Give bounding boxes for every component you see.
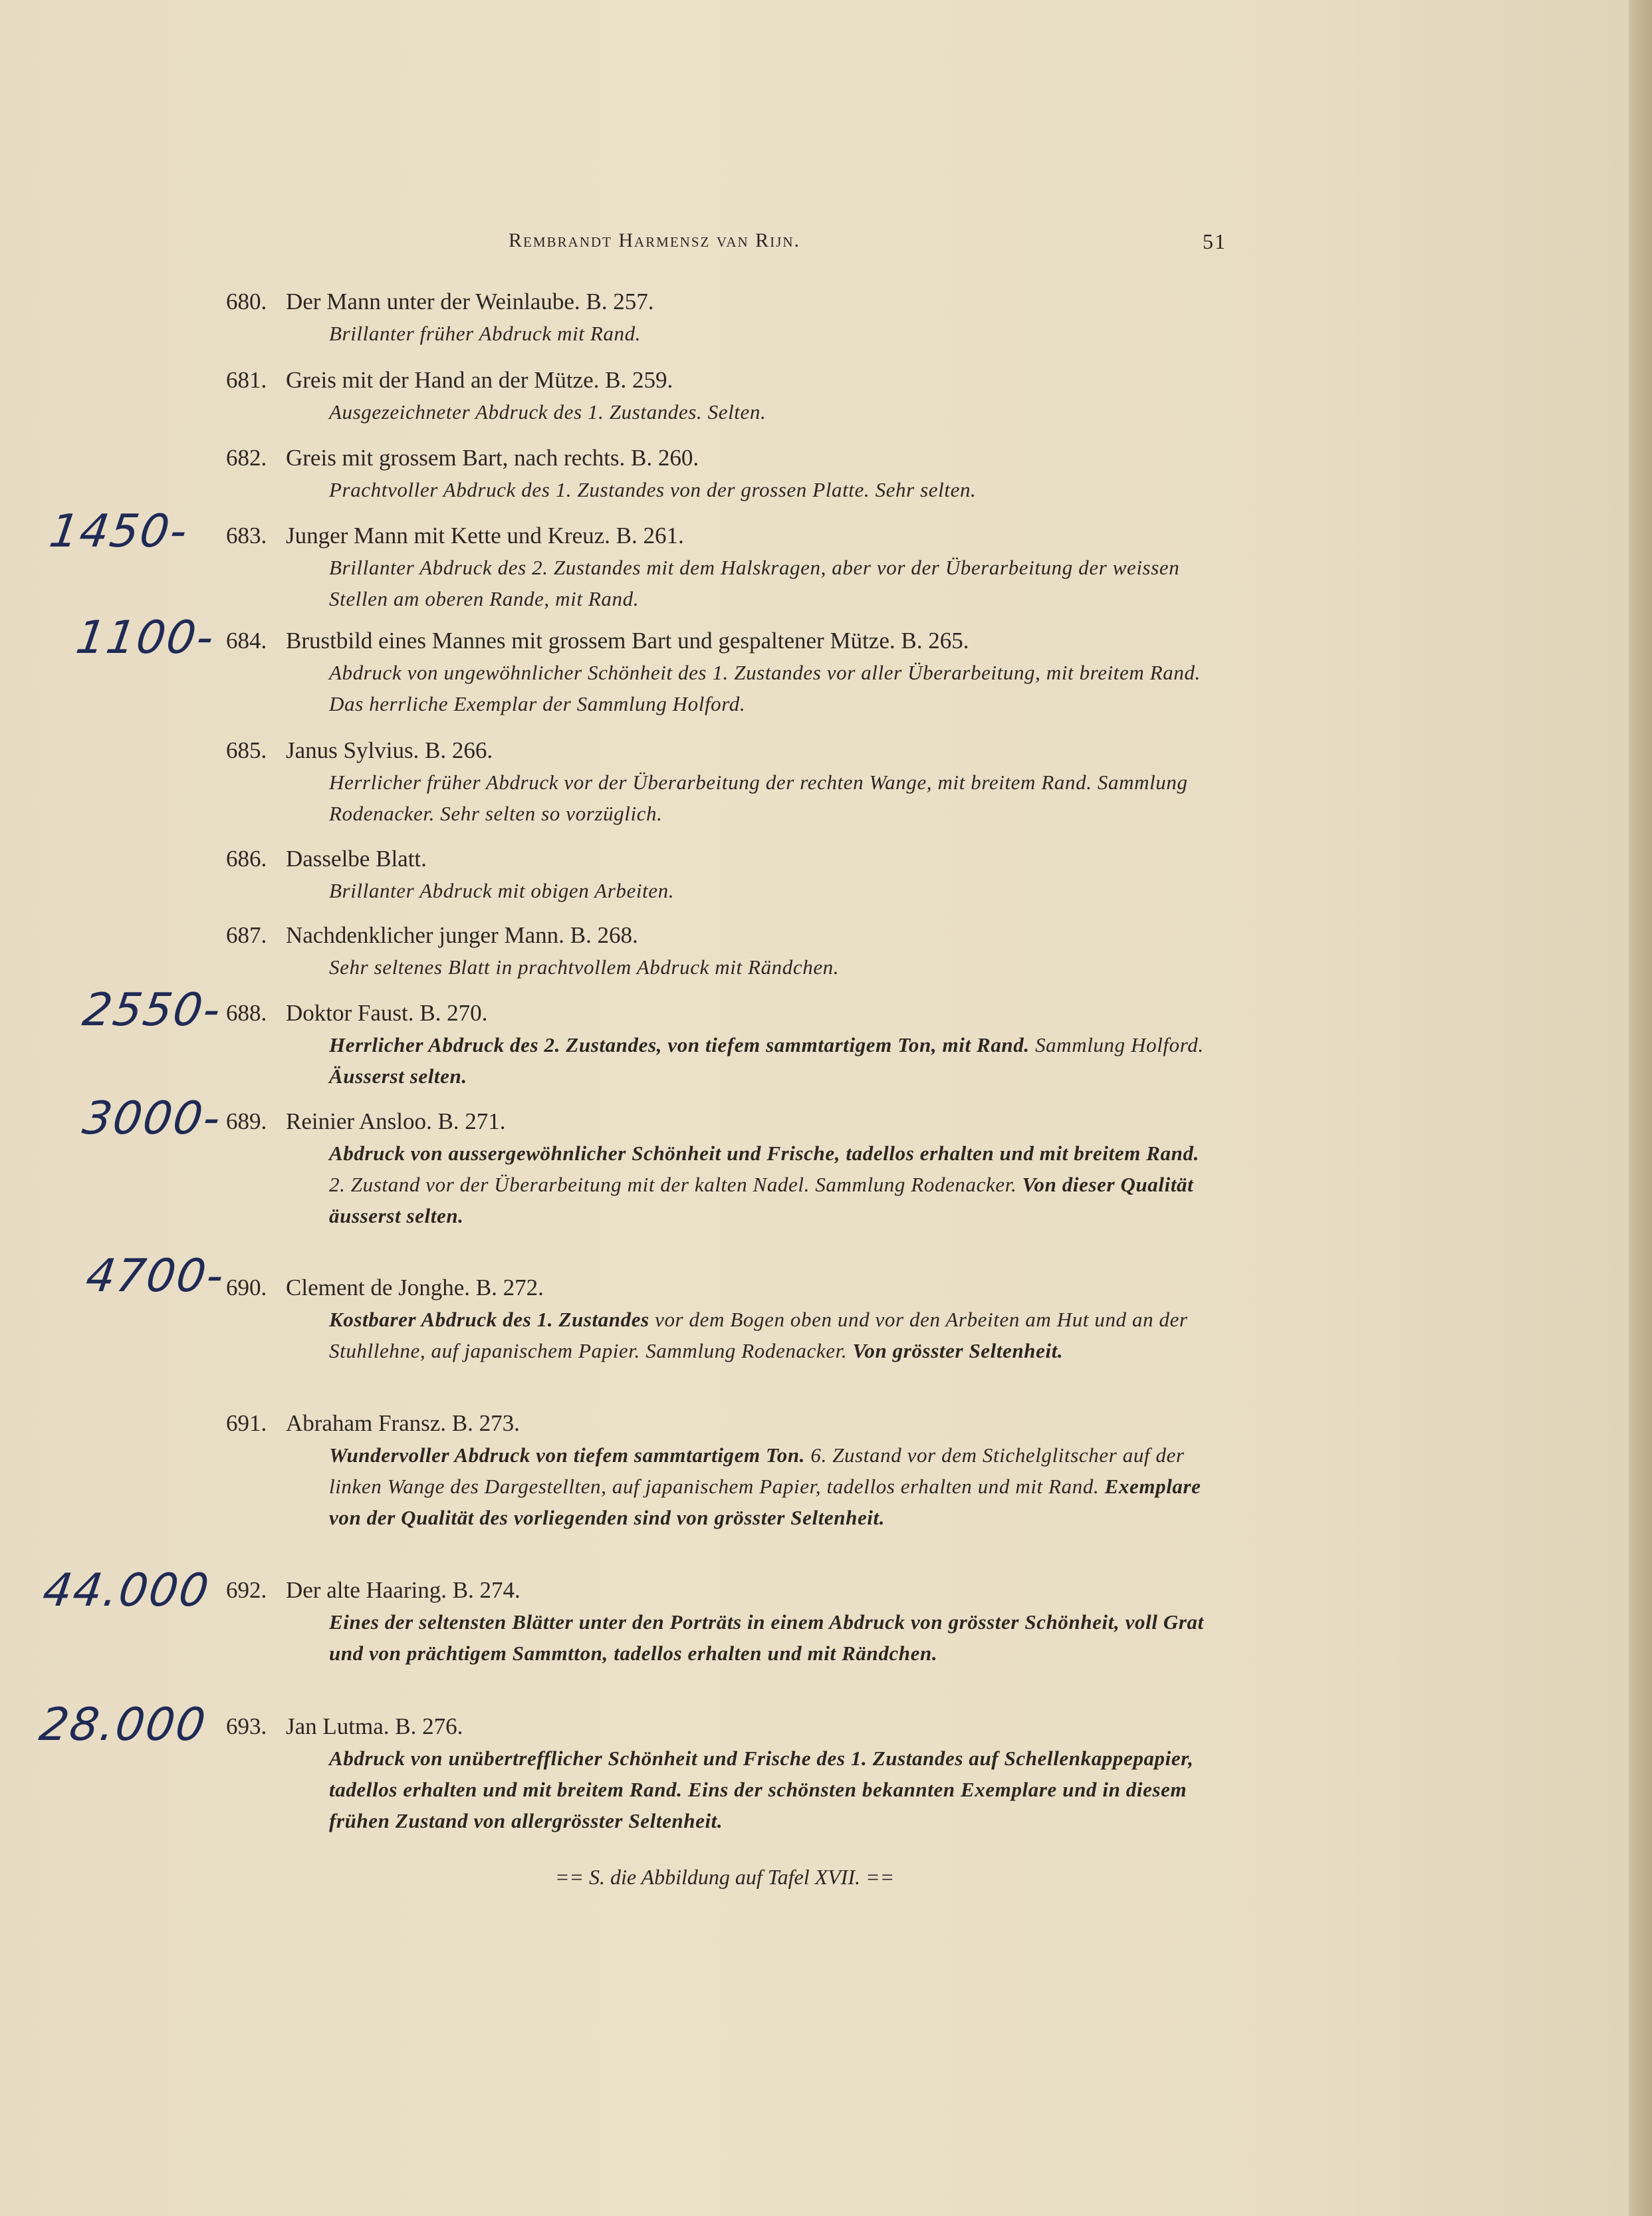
lot-description: Prachtvoller Abdruck des 1. Zustandes von der grossen Platte. Sehr selten.: [329, 478, 977, 501]
lot-number: 680.: [226, 289, 267, 314]
lot-description: Eines der seltensten Blätter unter den Porträts in einem Abdruck von grösster Schönheit, voll Grat und von prächtigem Sammtton, tadellos erhalten und mit Rändchen.: [329, 1610, 1204, 1665]
lot-description-highlight: Kostbarer Abdruck des 1. Zustandes: [329, 1308, 649, 1331]
lot-description-highlight: Äusserst selten.: [329, 1064, 467, 1088]
lot-description-plain: vor dem Bogen oben und vor den Arbeiten am Hut und an der Stuhllehne, auf japanischem Papier. Sammlung Rodenacker.: [329, 1308, 1188, 1362]
lot-title: Janus Sylvius. B. 266.: [286, 737, 493, 763]
lot-number: 689.: [226, 1108, 267, 1134]
lot-description-highlight: Von dieser Qualität äusserst selten.: [329, 1173, 1194, 1227]
lot-entry-690: [226, 1272, 1223, 1366]
lot-title: Reinier Ansloo. B. 271.: [286, 1108, 506, 1134]
lot-number: 684.: [226, 628, 267, 654]
handwritten-price: 4700-: [82, 1250, 229, 1302]
page-number: 51: [1203, 229, 1227, 253]
handwritten-price: 44.000: [39, 1564, 213, 1617]
lot-title: Abraham Fransz. B. 273.: [286, 1410, 520, 1436]
lot-description-highlight: Herrlicher Abdruck des 2. Zustandes, von tiefem sammtartigem Ton, mit Rand.: [329, 1033, 1030, 1056]
lot-title: Der alte Haaring. B. 274.: [286, 1577, 521, 1603]
lot-entry-689: [226, 1106, 1223, 1231]
lot-description: Herrlicher früher Abdruck vor der Überarbeitung der rechten Wange, mit breitem Rand. Sammlung Rodenacker. Sehr selten so vorzüglich.: [329, 771, 1188, 825]
lot-description: Abdruck von ungewöhnlicher Schönheit des 1. Zustandes vor aller Überarbeitung, mit breitem Rand. Das herrliche Exemplar der Sammlung Holford.: [329, 661, 1201, 715]
lot-number: 691.: [226, 1410, 267, 1436]
handwritten-price: 28.000: [36, 1699, 210, 1751]
lot-entry-682: [226, 442, 1223, 505]
page-header: [509, 229, 1227, 256]
lot-entry-686: [226, 843, 1223, 906]
lot-entry-687: [226, 920, 1223, 983]
lot-title: Greis mit grossem Bart, nach rechts. B. 260.: [286, 445, 699, 471]
lot-description: Abdruck von unübertrefflicher Schönheit und Frische des 1. Zustandes auf Schellenkappepapier, tadellos erhalten und mit breitem Rand. Eins der schönsten bekannten Exemplare und in diesem frühen Zustand von allergrösster Seltenheit.: [329, 1747, 1194, 1832]
lot-number: 682.: [226, 445, 267, 471]
lot-description: [329, 1304, 1217, 1366]
lot-description-highlight: Abdruck von aussergewöhnlicher Schönheit und Frische, tadellos erhalten und mit breitem Rand.: [329, 1142, 1199, 1165]
lot-description: Brillanter Abdruck mit obigen Arbeiten.: [329, 879, 675, 902]
lot-title: Junger Mann mit Kette und Kreuz. B. 261.: [286, 523, 684, 549]
lot-description-plain: 2. Zustand vor der Überarbeitung mit der kalten Nadel. Sammlung Rodenacker.: [329, 1173, 1022, 1196]
lot-description: Ausgezeichneter Abdruck des 1. Zustandes. Selten.: [329, 400, 767, 424]
lot-entry-683: [226, 520, 1223, 614]
plate-reference: == S. die Abbildung auf Tafel XVII. ==: [554, 1865, 895, 1889]
running-title: Rembrandt Harmensz van Rijn.: [509, 229, 800, 251]
lot-entry-688: [226, 997, 1223, 1092]
lot-title: Clement de Jonghe. B. 272.: [286, 1275, 544, 1300]
lot-number: 686.: [226, 846, 267, 872]
page-edge: [1629, 0, 1652, 2216]
lot-entry-684: [226, 625, 1223, 719]
lot-number: 681.: [226, 367, 267, 393]
lot-description: Brillanter früher Abdruck mit Rand.: [329, 322, 642, 345]
lot-description-plain: 6. Zustand vor dem Stichelglitscher auf der linken Wange des Dargestellten, auf japanischem Papier, tadellos erhalten und mit Rand.: [329, 1443, 1185, 1498]
lot-description-highlight: Von grösster Seltenheit.: [852, 1339, 1064, 1362]
lot-entry-685: [226, 735, 1223, 829]
lot-number: 690.: [226, 1275, 267, 1300]
lot-entry-692: [226, 1574, 1223, 1669]
lot-title: Nachdenklicher junger Mann. B. 268.: [286, 922, 638, 948]
lot-number: 687.: [226, 922, 267, 948]
lot-description: Sehr seltenes Blatt in prachtvollem Abdruck mit Rändchen.: [329, 955, 840, 979]
lot-title: Der Mann unter der Weinlaube. B. 257.: [286, 289, 654, 314]
lot-description-plain: Sammlung Holford.: [1029, 1033, 1204, 1056]
lot-title: Brustbild eines Mannes mit grossem Bart und gespaltener Mütze. B. 265.: [286, 628, 969, 654]
handwritten-price: 3000-: [79, 1092, 225, 1145]
handwritten-price: 2550-: [79, 984, 225, 1037]
lot-description: [329, 1439, 1217, 1533]
lot-number: 683.: [226, 523, 267, 549]
lot-description: [329, 1029, 1217, 1092]
lot-entry-691: [226, 1408, 1223, 1533]
lot-description-highlight: Wundervoller Abdruck von tiefem sammtartigem Ton.: [329, 1443, 806, 1467]
lot-entry-693: [226, 1711, 1223, 1836]
lot-title: Doktor Faust. B. 270.: [286, 1000, 488, 1026]
lot-number: 693.: [226, 1713, 267, 1739]
lot-entry-680: [226, 286, 1223, 349]
lot-description-highlight: Exemplare von der Qualität des vorliegenden sind von grösster Seltenheit.: [329, 1475, 1201, 1529]
lot-entry-681: [226, 364, 1223, 428]
handwritten-price: 1100-: [72, 612, 219, 664]
lot-number: 692.: [226, 1577, 267, 1603]
lot-description: Brillanter Abdruck des 2. Zustandes mit dem Halskragen, aber vor der Überarbeitung der weissen Stellen am oberen Rande, mit Rand.: [329, 556, 1180, 610]
lot-number: 685.: [226, 737, 267, 763]
lot-number: 688.: [226, 1000, 267, 1026]
lot-title: Dasselbe Blatt.: [286, 846, 427, 872]
lot-title: Greis mit der Hand an der Mütze. B. 259.: [286, 367, 673, 393]
handwritten-price: 1450-: [46, 505, 192, 558]
lot-title: Jan Lutma. B. 276.: [286, 1713, 463, 1739]
lot-description: [329, 1138, 1217, 1231]
